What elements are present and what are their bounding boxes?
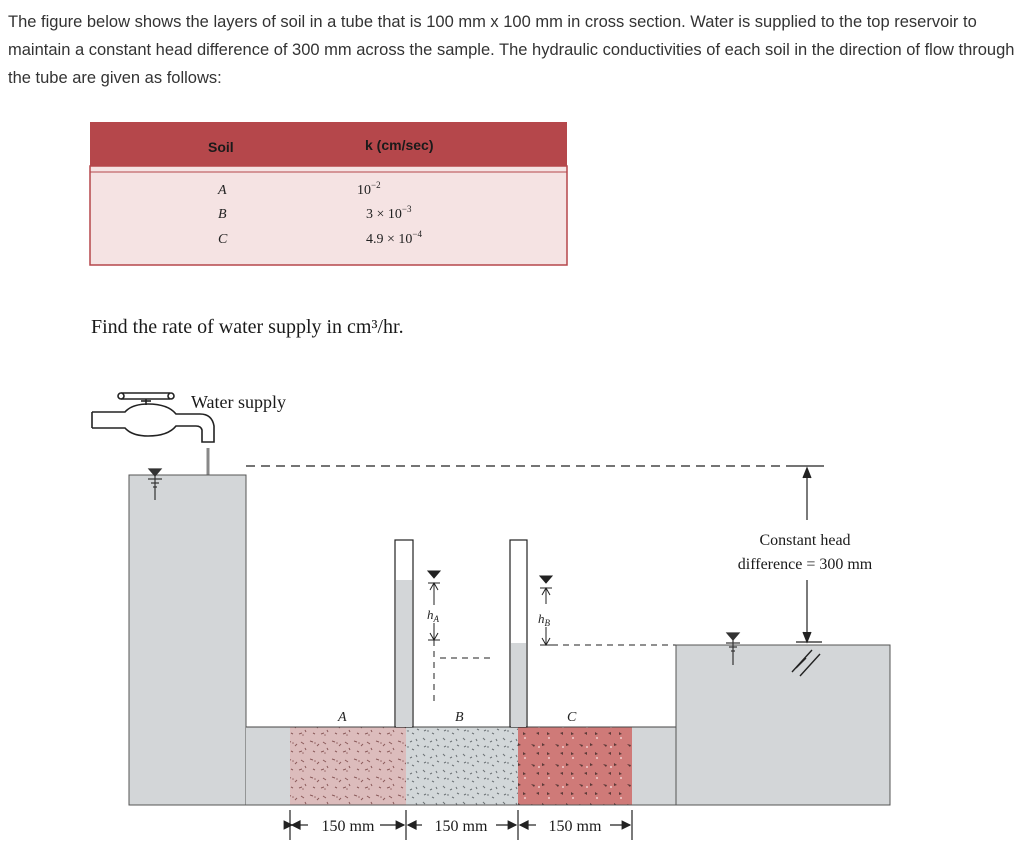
k-b-base: 3 × 10 — [366, 207, 402, 222]
length-label-b: 150 mm — [434, 818, 488, 835]
left-reservoir — [129, 475, 246, 805]
k-c-exp: −4 — [412, 229, 422, 239]
table-row-soil-b: B — [218, 207, 227, 222]
soil-layer-c — [518, 727, 632, 805]
question-text: Find the rate of water supply in cm³/hr. — [91, 316, 404, 338]
constant-head-line2: difference = 300 mm — [737, 556, 873, 573]
table-row-soil-a: A — [218, 183, 227, 198]
table-row-soil-c: C — [218, 232, 228, 247]
right-reservoir — [676, 645, 890, 805]
soil-layer-a — [290, 727, 406, 805]
table-body — [90, 166, 567, 265]
head-a-label: $h_A$ — [427, 607, 439, 624]
k-b-exp: −3 — [401, 204, 412, 214]
k-a-exp: −2 — [371, 180, 381, 190]
table-header-band — [90, 122, 567, 166]
k-c-base: 4.9 × 10 — [366, 232, 413, 247]
piezometer-b — [510, 540, 527, 727]
left-connector-water — [246, 727, 290, 805]
head-b-dimension — [540, 576, 676, 645]
layer-label-a: A — [338, 710, 347, 725]
conductivity-table — [90, 122, 567, 265]
length-label-c: 150 mm — [548, 818, 602, 835]
soil-layer-b — [406, 727, 518, 805]
piezometer-a — [395, 540, 413, 727]
layer-label-b: B — [455, 710, 464, 725]
head-a-dimension — [428, 571, 495, 705]
head-b-label: $h_B$ — [538, 611, 550, 628]
k-a-base: 10 — [357, 183, 371, 198]
table-header-soil: Soil — [208, 139, 234, 155]
layer-label-c: C — [567, 710, 577, 725]
right-connector-water — [632, 727, 676, 805]
water-supply-label: Water supply — [191, 392, 287, 412]
length-label-a: 150 mm — [321, 818, 375, 835]
constant-head-line1: Constant head — [759, 532, 851, 549]
problem-intro: The figure below shows the layers of soil in a tube that is 100 mm x 100 mm in cross section. Water is supplied to the top reservoir to maintain a constant head difference of 300 mm across the sample. The hydraulic conductivities of each soil in the direction of flow through the tube are given as follows: — [8, 13, 1015, 87]
table-header-k: k (cm/sec) — [365, 137, 434, 153]
